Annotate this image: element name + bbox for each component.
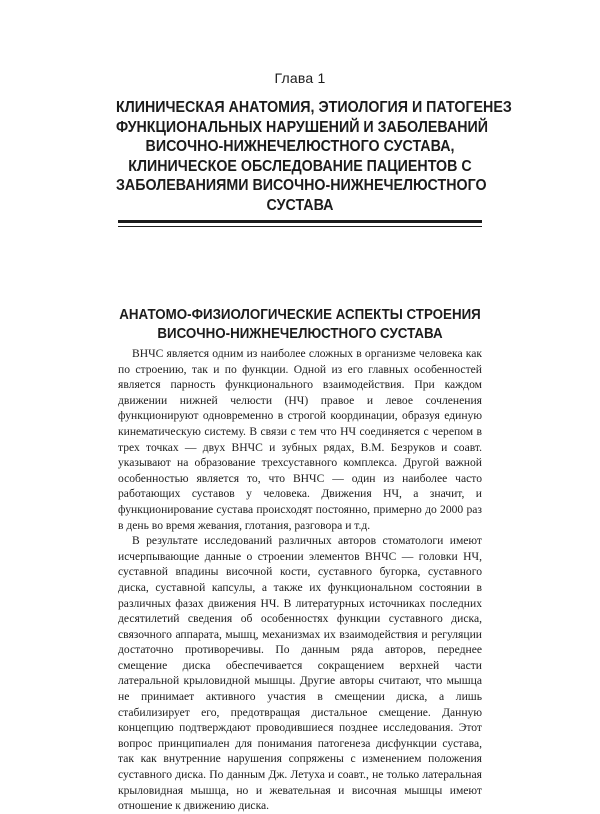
title-divider-thin (118, 226, 482, 227)
chapter-title-line: СУСТАВА (266, 196, 334, 214)
section-heading (116, 306, 484, 344)
section-heading-line: ВИСОЧНО-НИЖНЕЧЕЛЮСТНОГО СУСТАВА (157, 326, 443, 342)
title-divider-thick (118, 220, 482, 223)
paragraph: ВНЧС является одним из наиболее сложных в организме человека как по строению, так и по функции. Одной из его главных особенностей является парность функционального взаимодействия. При каждом движении нижней челюсти (НЧ) правое и левое сочленения функционируют одновременно в строгой координации, образуя единую кинематическую систему. В связи с тем что НЧ соединяется с черепом в трех точках — двух ВНЧС и зубных рядах, В.М. Безруков и соавт. указывают на образование трехсуставного комплекса. Другой важной особенностью является то, что ВНЧС — один из наиболее часто работающих суставов у человека. Движения НЧ, а значит, и функционирование сустава происходят постоянно, примерно до 2000 раз в день во время жевания, глотания, разговора и т.д. (118, 347, 482, 532)
chapter-title (116, 98, 512, 215)
body-text (118, 346, 482, 814)
chapter-title-line: КЛИНИЧЕСКОЕ ОБСЛЕДОВАНИЕ ПАЦИЕНТОВ С (128, 157, 472, 175)
section-heading-line: АНАТОМО-ФИЗИОЛОГИЧЕСКИЕ АСПЕКТЫ СТРОЕНИЯ (119, 307, 481, 323)
chapter-label: Глава 1 (274, 70, 326, 86)
chapter-title-line: ФУНКЦИОНАЛЬНЫХ НАРУШЕНИЙ И ЗАБОЛЕВАНИЙ (116, 118, 489, 136)
chapter-title-line: КЛИНИЧЕСКАЯ АНАТОМИЯ, ЭТИОЛОГИЯ И ПАТОГЕНЕЗ (116, 99, 512, 116)
chapter-title-line: ЗАБОЛЕВАНИЯМИ ВИСОЧНО-НИЖНЕЧЕЛЮСТНОГО (116, 177, 487, 194)
paragraph: В результате исследований различных авторов стоматологи имеют исчерпывающие данные о строении элементов ВНЧС — головки НЧ, суставной впадины височной кости, суставного бугорка, суставного диска, суставной капсулы, а также их функциональном состоянии в различных фазах движения НЧ. В литературных источниках последних десятилетий сведения об особенностях функции суставного диска, связочного аппарата, мышц, механизмах их взаимодействия и регуляции достаточно противоречивы. По данным ряда авторов, переднее смещение диска обеспечивается сокращением верхней части латеральной крыловидной мышцы. Другие авторы считают, что мышца не принимает активного участия в смещении диска, а лишь стабилизирует его, предотвращая дистальное смещение. Данную концепцию подтверждают проводившиеся позднее исследования. Этот вопрос принципиален для понимания патогенеза дисфункции сустава, так как внутренние нарушения сопряжены с изменением положения суставного диска. По данным Дж. Летуха и соавт., не только латеральная крыловидная мышца, но и жевательная и височная мышцы имеют отношение к движению диска. (118, 534, 482, 813)
chapter-title-line: ВИСОЧНО-НИЖНЕЧЕЛЮСТНОГО СУСТАВА, (145, 138, 455, 155)
